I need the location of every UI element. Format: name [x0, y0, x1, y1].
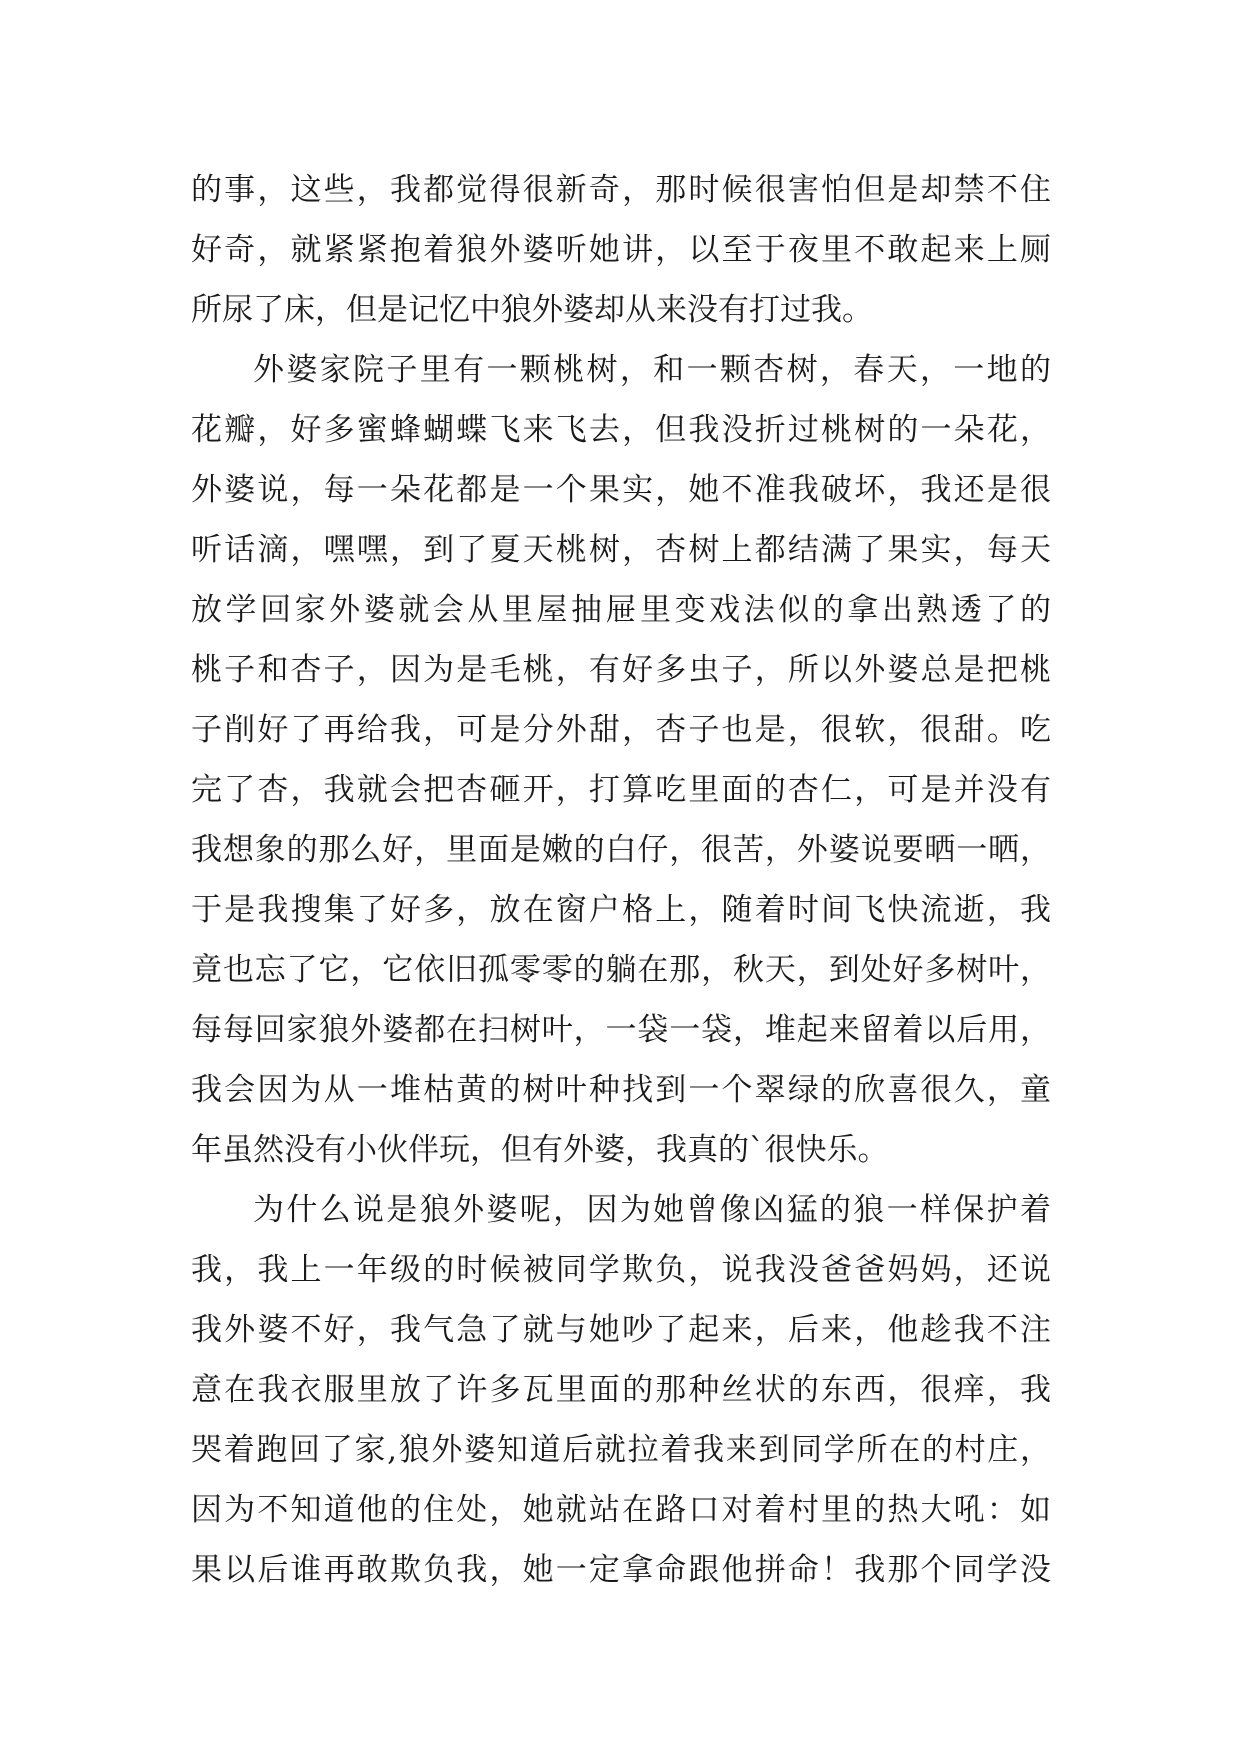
text-line: 的事，这些，我都觉得很新奇，那时候很害怕但是却禁不住	[191, 172, 1051, 208]
paragraph-1	[191, 160, 1051, 340]
body-text	[191, 160, 1051, 1600]
text-line: 每每回家狼外婆都在扫树叶，一袋一袋，堆起来留着以后用，	[191, 1012, 1051, 1048]
text-line: 意在我衣服里放了许多瓦里面的那种丝状的东西，很痒，我	[191, 1372, 1051, 1408]
text-line: 听话滴，嘿嘿，到了夏天桃树，杏树上都结满了果实，每天	[191, 532, 1051, 568]
text-line: 子削好了再给我，可是分外甜，杏子也是，很软，很甜。吃	[191, 712, 1051, 748]
text-line: 我想象的那么好，里面是嫩的白仔，很苦，外婆说要晒一晒，	[191, 832, 1051, 868]
text-line: 所尿了床，但是记忆中狼外婆却从来没有打过我。	[191, 292, 873, 328]
text-line: 为什么说是狼外婆呢，因为她曾像凶猛的狼一样保护着	[253, 1192, 1051, 1228]
text-line: 果以后谁再敢欺负我，她一定拿命跟他拼命！我那个同学没	[191, 1552, 1051, 1588]
text-line: 桃子和杏子，因为是毛桃，有好多虫子，所以外婆总是把桃	[191, 652, 1051, 688]
paragraph-2	[191, 340, 1051, 1180]
text-line: 放学回家外婆就会从里屋抽屉里变戏法似的拿出熟透了的	[191, 592, 1051, 628]
text-line: 于是我搜集了好多，放在窗户格上，随着时间飞快流逝，我	[191, 892, 1051, 928]
text-line: 我，我上一年级的时候被同学欺负，说我没爸爸妈妈，还说	[191, 1252, 1051, 1288]
text-line: 外婆家院子里有一颗桃树，和一颗杏树，春天，一地的	[253, 352, 1051, 388]
text-line: 好奇，就紧紧抱着狼外婆听她讲，以至于夜里不敢起来上厕	[191, 232, 1051, 268]
text-line: 竟也忘了它，它依旧孤零零的躺在那，秋天，到处好多树叶，	[191, 952, 1051, 988]
text-line: 我外婆不好，我气急了就与她吵了起来，后来，他趁我不注	[191, 1312, 1051, 1348]
text-line: 花瓣，好多蜜蜂蝴蝶飞来飞去，但我没折过桃树的一朵花，	[191, 412, 1051, 448]
text-line: 我会因为从一堆枯黄的树叶种找到一个翠绿的欣喜很久，童	[191, 1072, 1051, 1108]
text-line: 外婆说，每一朵花都是一个果实，她不准我破坏，我还是很	[191, 472, 1051, 508]
text-line: 哭着跑回了家,狼外婆知道后就拉着我来到同学所在的村庄，	[191, 1432, 1051, 1468]
text-line: 年虽然没有小伙伴玩，但有外婆，我真的`很快乐。	[191, 1132, 889, 1168]
paragraph-3	[191, 1180, 1051, 1600]
text-line: 完了杏，我就会把杏砸开，打算吃里面的杏仁，可是并没有	[191, 772, 1051, 808]
text-line: 因为不知道他的住处，她就站在路口对着村里的热大吼：如	[191, 1492, 1051, 1528]
